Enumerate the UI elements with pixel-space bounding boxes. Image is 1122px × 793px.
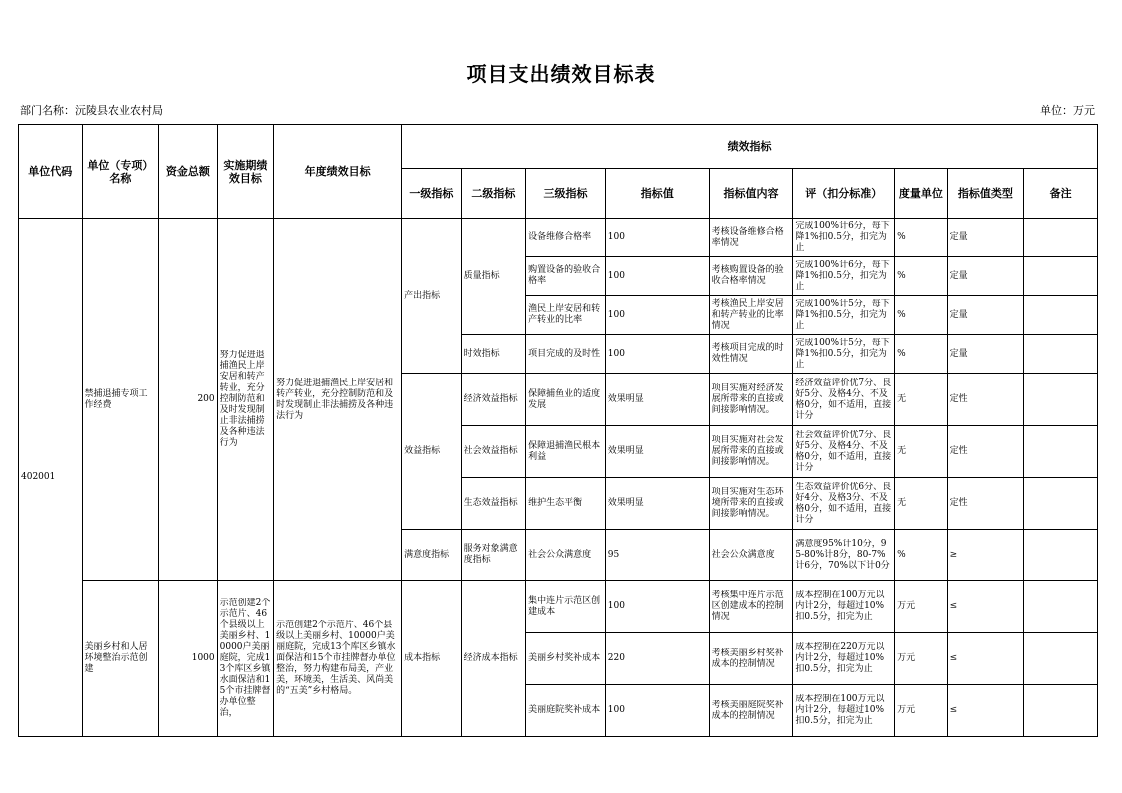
unit-cell: % bbox=[895, 219, 947, 257]
type-cell: ≤ bbox=[947, 581, 1024, 633]
level3-cell: 购置设备的验收合格率 bbox=[526, 257, 606, 296]
unit-cell: 无 bbox=[895, 478, 947, 530]
value-cell: 效果明显 bbox=[605, 374, 709, 426]
content-cell: 考核设备维修合格率情况 bbox=[709, 219, 793, 257]
table-row bbox=[19, 581, 1098, 633]
score-text: 成本控制在100万元以内计2分，每超过10%扣0.5分，扣完为止 bbox=[795, 590, 885, 622]
header-scoring: 评（扣分标准） bbox=[793, 169, 895, 219]
content-text: 项目实施对社会发展所带来的直接或间接影响情况。 bbox=[711, 435, 784, 467]
score-cell bbox=[793, 581, 895, 633]
type-cell: 定量 bbox=[947, 296, 1024, 335]
annual-goal-text: 示范创建2个示范片、46个县级以上美丽乡村、10000户美丽庭院，完成13个库区乡镇水面保洁和15个市挂牌督办单位整治，努力构建布局美，产业美，环境美，生活美、风尚美的“五美”乡村格局。 bbox=[276, 620, 396, 696]
unit-code-cell: 402001 bbox=[19, 219, 83, 737]
score-cell bbox=[793, 257, 895, 296]
value-cell: 100 bbox=[605, 581, 709, 633]
remark-cell bbox=[1024, 426, 1098, 478]
remark-cell bbox=[1024, 374, 1098, 426]
table-row bbox=[19, 219, 1098, 257]
remark-cell bbox=[1024, 633, 1098, 685]
fund-total-cell: 1000 bbox=[159, 581, 217, 737]
score-cell bbox=[793, 530, 895, 581]
unit-cell: 万元 bbox=[895, 581, 947, 633]
remark-cell bbox=[1024, 335, 1098, 374]
header-value-type: 指标值类型 bbox=[947, 169, 1024, 219]
level3-cell: 美丽庭院奖补成本 bbox=[526, 685, 606, 737]
remark-cell bbox=[1024, 530, 1098, 581]
level3-cell: 集中连片示范区创建成本 bbox=[526, 581, 606, 633]
unit-cell: 无 bbox=[895, 374, 947, 426]
header-level3: 三级指标 bbox=[526, 169, 606, 219]
level1-benefit: 效益指标 bbox=[402, 374, 461, 530]
level3-cell: 维护生态平衡 bbox=[526, 478, 606, 530]
level1-satisfaction: 满意度指标 bbox=[402, 530, 461, 581]
score-cell bbox=[793, 633, 895, 685]
fund-total-cell: 200 bbox=[159, 219, 217, 581]
type-cell: ≤ bbox=[947, 685, 1024, 737]
remark-cell bbox=[1024, 478, 1098, 530]
content-text: 考核美丽乡村奖补成本的控制情况 bbox=[711, 647, 784, 669]
value-cell: 220 bbox=[605, 633, 709, 685]
type-cell: ≤ bbox=[947, 633, 1024, 685]
header-unit-name: 单位（专项）名称 bbox=[82, 125, 159, 219]
remark-cell bbox=[1024, 581, 1098, 633]
level2-service-satisfaction: 服务对象满意度指标 bbox=[461, 530, 526, 581]
content-cell: 考核渔民上岸安居和转产转业的比率情况 bbox=[709, 296, 793, 335]
header-unit-code: 单位代码 bbox=[19, 125, 83, 219]
level2-economic: 经济效益指标 bbox=[461, 374, 526, 426]
level2-social: 社会效益指标 bbox=[461, 426, 526, 478]
unit-cell: % bbox=[895, 257, 947, 296]
content-cell: 考核项目完成的时效性情况 bbox=[709, 335, 793, 374]
header-level1: 一级指标 bbox=[402, 169, 461, 219]
level2-quality: 质量指标 bbox=[461, 219, 526, 335]
remark-cell bbox=[1024, 219, 1098, 257]
header-fund-total: 资金总额 bbox=[159, 125, 217, 219]
score-text: 满意度95%计10分，95-80%计8分，80-7%计6分，70%以下计0分 bbox=[795, 538, 890, 571]
score-text: 成本控制在220万元以内计2分，每超过10%扣0.5分，扣完为止 bbox=[795, 642, 885, 674]
unit-cell: % bbox=[895, 530, 947, 581]
header-period-goal: 实施期绩效目标 bbox=[217, 125, 273, 219]
level3-cell: 项目完成的及时性 bbox=[526, 335, 606, 374]
unit-cell: 万元 bbox=[895, 685, 947, 737]
content-cell bbox=[709, 426, 793, 478]
remark-cell bbox=[1024, 296, 1098, 335]
remark-cell bbox=[1024, 257, 1098, 296]
type-cell: 定量 bbox=[947, 257, 1024, 296]
value-cell: 100 bbox=[605, 257, 709, 296]
unit-cell: % bbox=[895, 335, 947, 374]
header-remark: 备注 bbox=[1024, 169, 1098, 219]
level3-cell: 美丽乡村奖补成本 bbox=[526, 633, 606, 685]
header-value-content: 指标值内容 bbox=[709, 169, 793, 219]
value-cell: 100 bbox=[605, 685, 709, 737]
score-text: 经济效益评价优7分、良好5分、及格4分、不及格0分，如不适用，直接计分 bbox=[795, 377, 892, 421]
score-text: 完成100%计5分，每下降1%扣0.5分，扣完为止 bbox=[795, 298, 890, 331]
value-cell: 效果明显 bbox=[605, 478, 709, 530]
score-text: 生态效益评价优6分、良好4分、及格3分、不及格0分，如不适用，直接计分 bbox=[795, 481, 892, 525]
score-cell bbox=[793, 374, 895, 426]
unit-cell: 无 bbox=[895, 426, 947, 478]
value-cell: 效果明显 bbox=[605, 426, 709, 478]
content-cell: 社会公众满意度 bbox=[709, 530, 793, 581]
header-annual-goal: 年度绩效目标 bbox=[274, 125, 402, 219]
period-goal-text: 努力促进退捕渔民上岸安居和转产转业，充分控制防范和及时发现制止非法捕捞及各种违法行为 bbox=[219, 350, 265, 448]
content-cell bbox=[709, 685, 793, 737]
period-goal-cell bbox=[217, 219, 273, 581]
unit-cell: % bbox=[895, 296, 947, 335]
period-goal-text: 示范创建2个示范片、46个县级以上美丽乡村、10000户美丽庭院，完成13个库区乡镇水面保洁和15个市挂牌督办单位整治， bbox=[219, 598, 271, 718]
score-cell bbox=[793, 335, 895, 374]
score-text: 社会效益评价优7分、良好5分、及格4分、不及格0分，如不适用，直接计分 bbox=[795, 429, 892, 473]
level3-cell: 社会公众满意度 bbox=[526, 530, 606, 581]
header-level2: 二级指标 bbox=[461, 169, 526, 219]
type-cell: 定性 bbox=[947, 478, 1024, 530]
page-title: 项目支出绩效目标表 bbox=[466, 62, 656, 86]
score-cell bbox=[793, 426, 895, 478]
remark-cell bbox=[1024, 685, 1098, 737]
type-cell: 定量 bbox=[947, 219, 1024, 257]
header-measure-unit: 度量单位 bbox=[895, 169, 947, 219]
value-cell: 100 bbox=[605, 219, 709, 257]
level3-cell: 保障捕鱼业的适度发展 bbox=[526, 374, 606, 426]
level1-cost: 成本指标 bbox=[402, 581, 461, 737]
level1-output: 产出指标 bbox=[402, 219, 461, 374]
content-cell bbox=[709, 633, 793, 685]
level3-cell: 渔民上岸安居和转产转业的比率 bbox=[526, 296, 606, 335]
score-cell bbox=[793, 296, 895, 335]
type-cell: 定量 bbox=[947, 335, 1024, 374]
content-cell bbox=[709, 581, 793, 633]
annual-goal-cell bbox=[274, 219, 402, 581]
score-cell bbox=[793, 478, 895, 530]
score-cell bbox=[793, 219, 895, 257]
performance-table bbox=[18, 124, 1098, 737]
project-name-cell: 禁捕退捕专项工作经费 bbox=[82, 219, 159, 581]
department-name: 部门名称：沅陵县农业农村局 bbox=[20, 104, 163, 117]
currency-unit: 单位：万元 bbox=[1040, 104, 1095, 117]
type-cell: 定性 bbox=[947, 374, 1024, 426]
level2-economic-cost: 经济成本指标 bbox=[461, 581, 526, 737]
score-text: 完成100%计5分，每下降1%扣0.5分，扣完为止 bbox=[795, 337, 890, 370]
score-text: 完成100%计6分，每下降1%扣0.5分，扣完为止 bbox=[795, 259, 890, 292]
unit-cell: 万元 bbox=[895, 633, 947, 685]
score-cell bbox=[793, 685, 895, 737]
type-cell: 定性 bbox=[947, 426, 1024, 478]
content-text: 考核集中连片示范区创建成本的控制情况 bbox=[711, 590, 784, 622]
content-text: 考核美丽庭院奖补成本的控制情况 bbox=[711, 699, 784, 721]
content-cell bbox=[709, 374, 793, 426]
content-text: 项目实施对经济发展所带来的直接或间接影响情况。 bbox=[711, 383, 784, 415]
annual-goal-text: 努力促进退捕渔民上岸安居和转产转业，充分控制防范和及时发现制止非法捕捞及各种违法行为 bbox=[276, 377, 394, 421]
header-performance: 绩效指标 bbox=[402, 125, 1098, 169]
type-cell: ≥ bbox=[947, 530, 1024, 581]
score-text: 完成100%计6分，每下降1%扣0.5分，扣完为止 bbox=[795, 221, 890, 253]
header-value: 指标值 bbox=[605, 169, 709, 219]
annual-goal-cell bbox=[274, 581, 402, 737]
level2-ecological: 生态效益指标 bbox=[461, 478, 526, 530]
level2-timeliness: 时效指标 bbox=[461, 335, 526, 374]
level3-cell: 设备维修合格率 bbox=[526, 219, 606, 257]
content-cell bbox=[709, 478, 793, 530]
period-goal-cell bbox=[217, 581, 273, 737]
content-cell: 考核购置设备的验收合格率情况 bbox=[709, 257, 793, 296]
value-cell: 100 bbox=[605, 335, 709, 374]
value-cell: 95 bbox=[605, 530, 709, 581]
project-name-cell: 美丽乡村和人居环境整治示范创建 bbox=[82, 581, 159, 737]
content-text: 项目实施对生态环境所带来的直接或间接影响情况。 bbox=[711, 487, 784, 519]
level3-cell: 保障退捕渔民根本利益 bbox=[526, 426, 606, 478]
score-text: 成本控制在100万元以内计2分，每超过10%扣0.5分，扣完为止 bbox=[795, 694, 885, 726]
value-cell: 100 bbox=[605, 296, 709, 335]
